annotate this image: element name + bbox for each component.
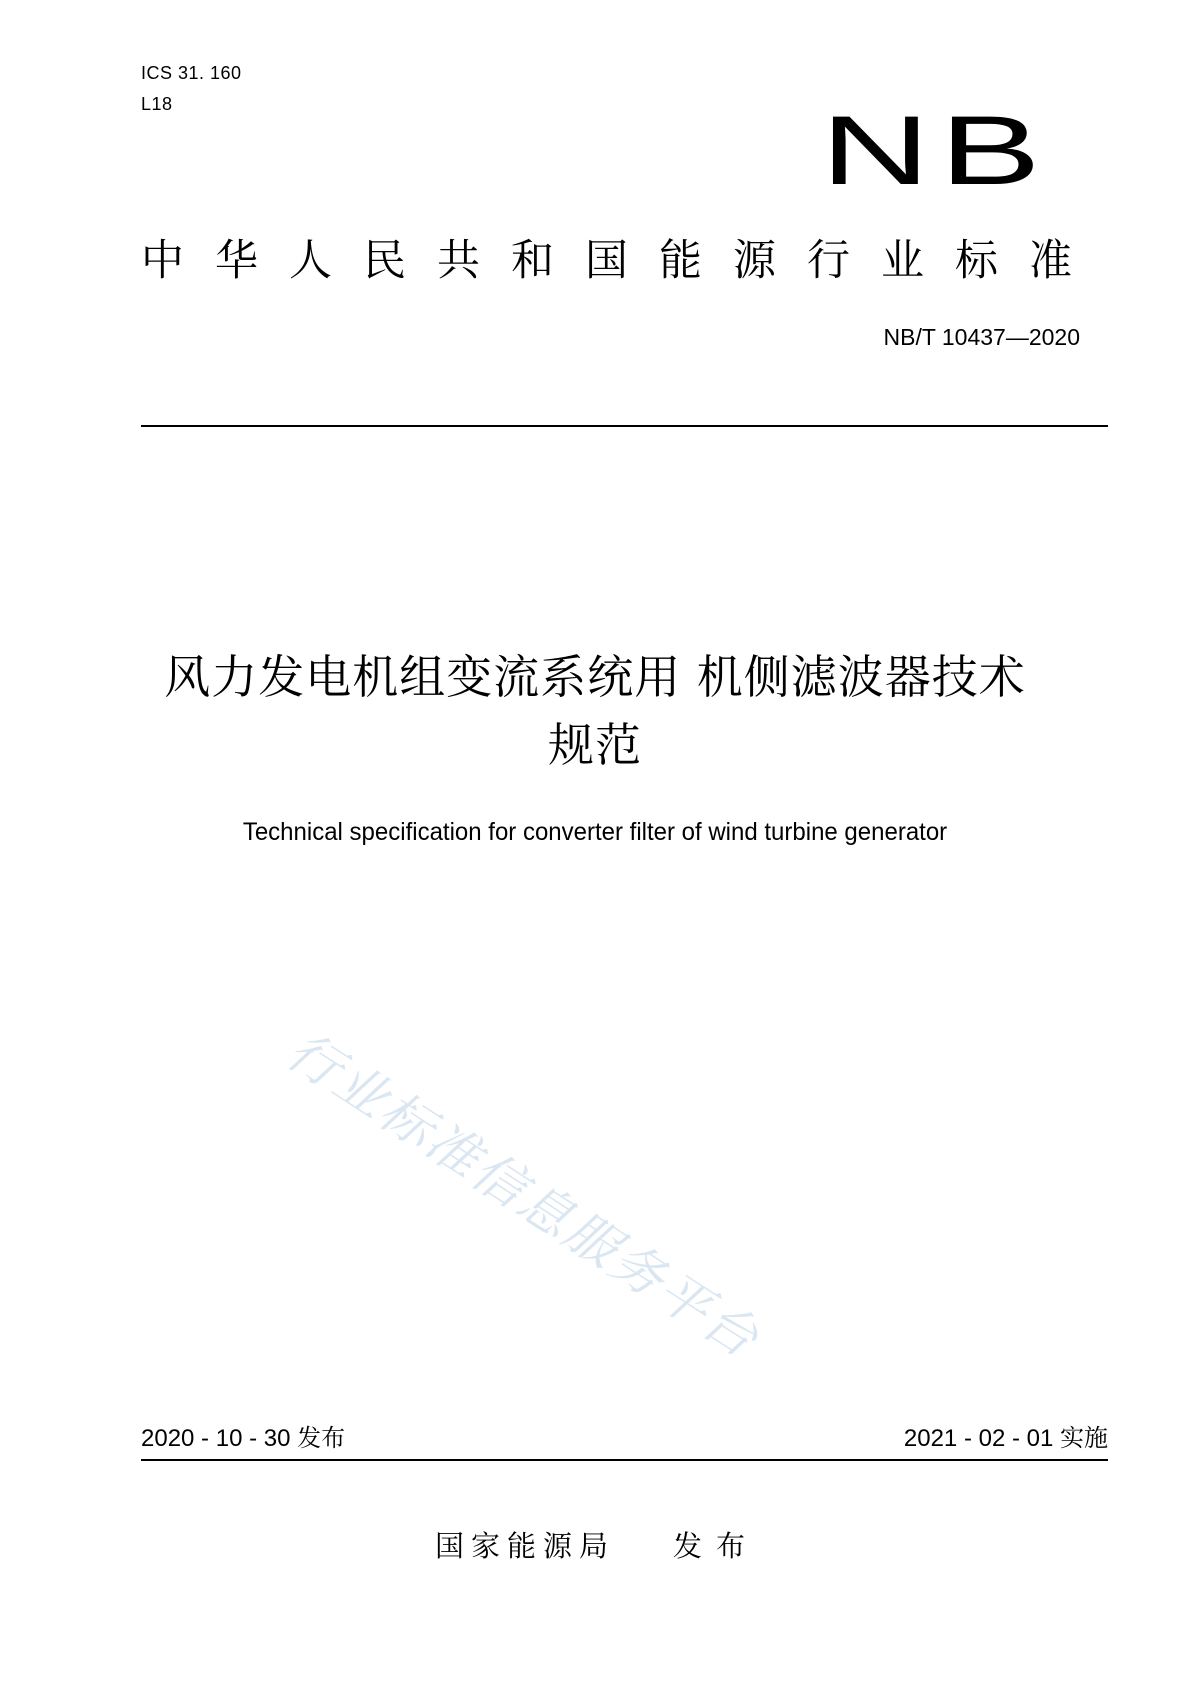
title-line-1: 风力发电机组变流系统用 机侧滤波器技术 <box>164 650 1026 704</box>
standard-category-title: 中华人民共和国能源行业标准 <box>141 236 1103 286</box>
document-title-zh <box>60 643 1130 779</box>
document-title-en: Technical specification for converter filter of wind turbine generator <box>242 818 948 846</box>
issue-date: 2020 - 10 - 30 <box>141 1425 291 1452</box>
bottom-divider <box>141 1459 1108 1461</box>
date-row <box>141 1420 1108 1456</box>
nb-logo: NB <box>820 95 1050 205</box>
standard-number: NB/T 10437—2020 <box>883 324 1080 350</box>
issue-label: 发布 <box>297 1424 346 1452</box>
implement-label: 实施 <box>1060 1424 1108 1452</box>
watermark: 行业标准信息服务平台 <box>276 1020 771 1371</box>
publisher-action: 发布 <box>673 1529 760 1563</box>
top-divider <box>141 425 1108 427</box>
publisher-organization: 国家能源局 <box>435 1529 616 1563</box>
ics-code: ICS 31. 160 <box>141 63 242 83</box>
publisher-line <box>435 1526 759 1566</box>
classification-codes <box>141 58 242 120</box>
title-line-2: 规范 <box>548 718 642 772</box>
implement-date: 2021 - 02 - 01 <box>903 1425 1054 1452</box>
ccs-code: L18 <box>141 94 173 114</box>
implement-date-block <box>904 1420 1108 1457</box>
issue-date-block <box>141 1420 345 1457</box>
